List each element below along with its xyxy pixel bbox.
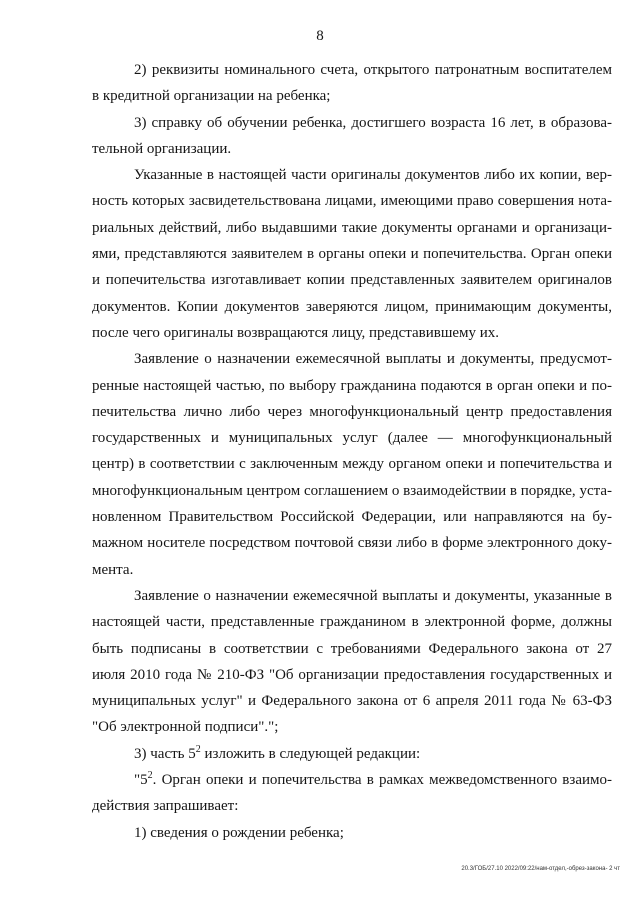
amendment-prefix: 3) часть 5 — [134, 745, 196, 762]
document-body — [92, 57, 612, 846]
paragraph-application-submission: Заявление о назначении ежемесячной выплаты и документы, предусмотренные настоящей частью, по выбору гражданина подаются в орган опеки и попечительства лично либо через многофункциональный центр предоставления государственных и муниципальных услуг (далее — многофункциональный центр) в соответствии с заключенным между органом опеки и попечительства и многофункциональным центром соглашением о взаимодействии в порядке, установленном Правительством Российской Федерации, или направляются на бумажном носителе посредством почтовой связи либо в форме электронного документа. — [92, 351, 612, 578]
quote-superscript: 2 — [147, 770, 153, 782]
paragraph-amendment — [92, 741, 612, 767]
footer-stamp: 20.3/ГОБ/27.10 2022/09:22/нам-отдел,-обрез-закона- 2 чт — [461, 866, 620, 872]
paragraph-electronic-form: Заявление о назначении ежемесячной выплаты и документы, указанные в настоящей части, представленные гражданином в электронной форме, должны быть подписаны в соответствии с требованиями Федерального закона от 27 июля 2010 года № 210-ФЗ "Об организации предоставления государственных и муниципальных услуг" и Федерального закона от 6 апреля 2011 года № 63-ФЗ "Об электронной подписи"."; — [92, 587, 612, 736]
paragraph-birth-info: 1) сведения о рождении ребенка; — [134, 824, 344, 841]
paragraph-quoted-part — [92, 767, 612, 820]
paragraph-originals: Указанные в настоящей части оригиналы документов либо их копии, верность которых засвидетельствована лицами, имеющими право совершения нотариальных действий, либо выдавшими такие документы органами и организациями, представляются заявителем в органы опеки и попечительства. Орган опеки и попечительства изготавливает копии представленных заявителем оригиналов документов. Копии документов заверяются лицом, принимающим документы, после чего оригиналы возвращаются лицу, представившему их. — [92, 167, 612, 341]
paragraph-study-certificate: 3) справку об обучении ребенка, достигшего возраста 16 лет, в образовательной организации. — [92, 114, 612, 157]
amendment-suffix: изложить в следующей редакции: — [200, 745, 421, 762]
quote-suffix: . Орган опеки и попечительства в рамках межведомственного взаимодействия запрашивает: — [92, 772, 612, 815]
paragraph-requisites: 2) реквизиты номинального счета, открытого патронатным воспитателем в кредитной организации на ребенка; — [92, 62, 612, 105]
page-number: 8 — [316, 28, 324, 44]
amendment-superscript: 2 — [195, 743, 201, 755]
quote-prefix: "5 — [134, 772, 148, 789]
